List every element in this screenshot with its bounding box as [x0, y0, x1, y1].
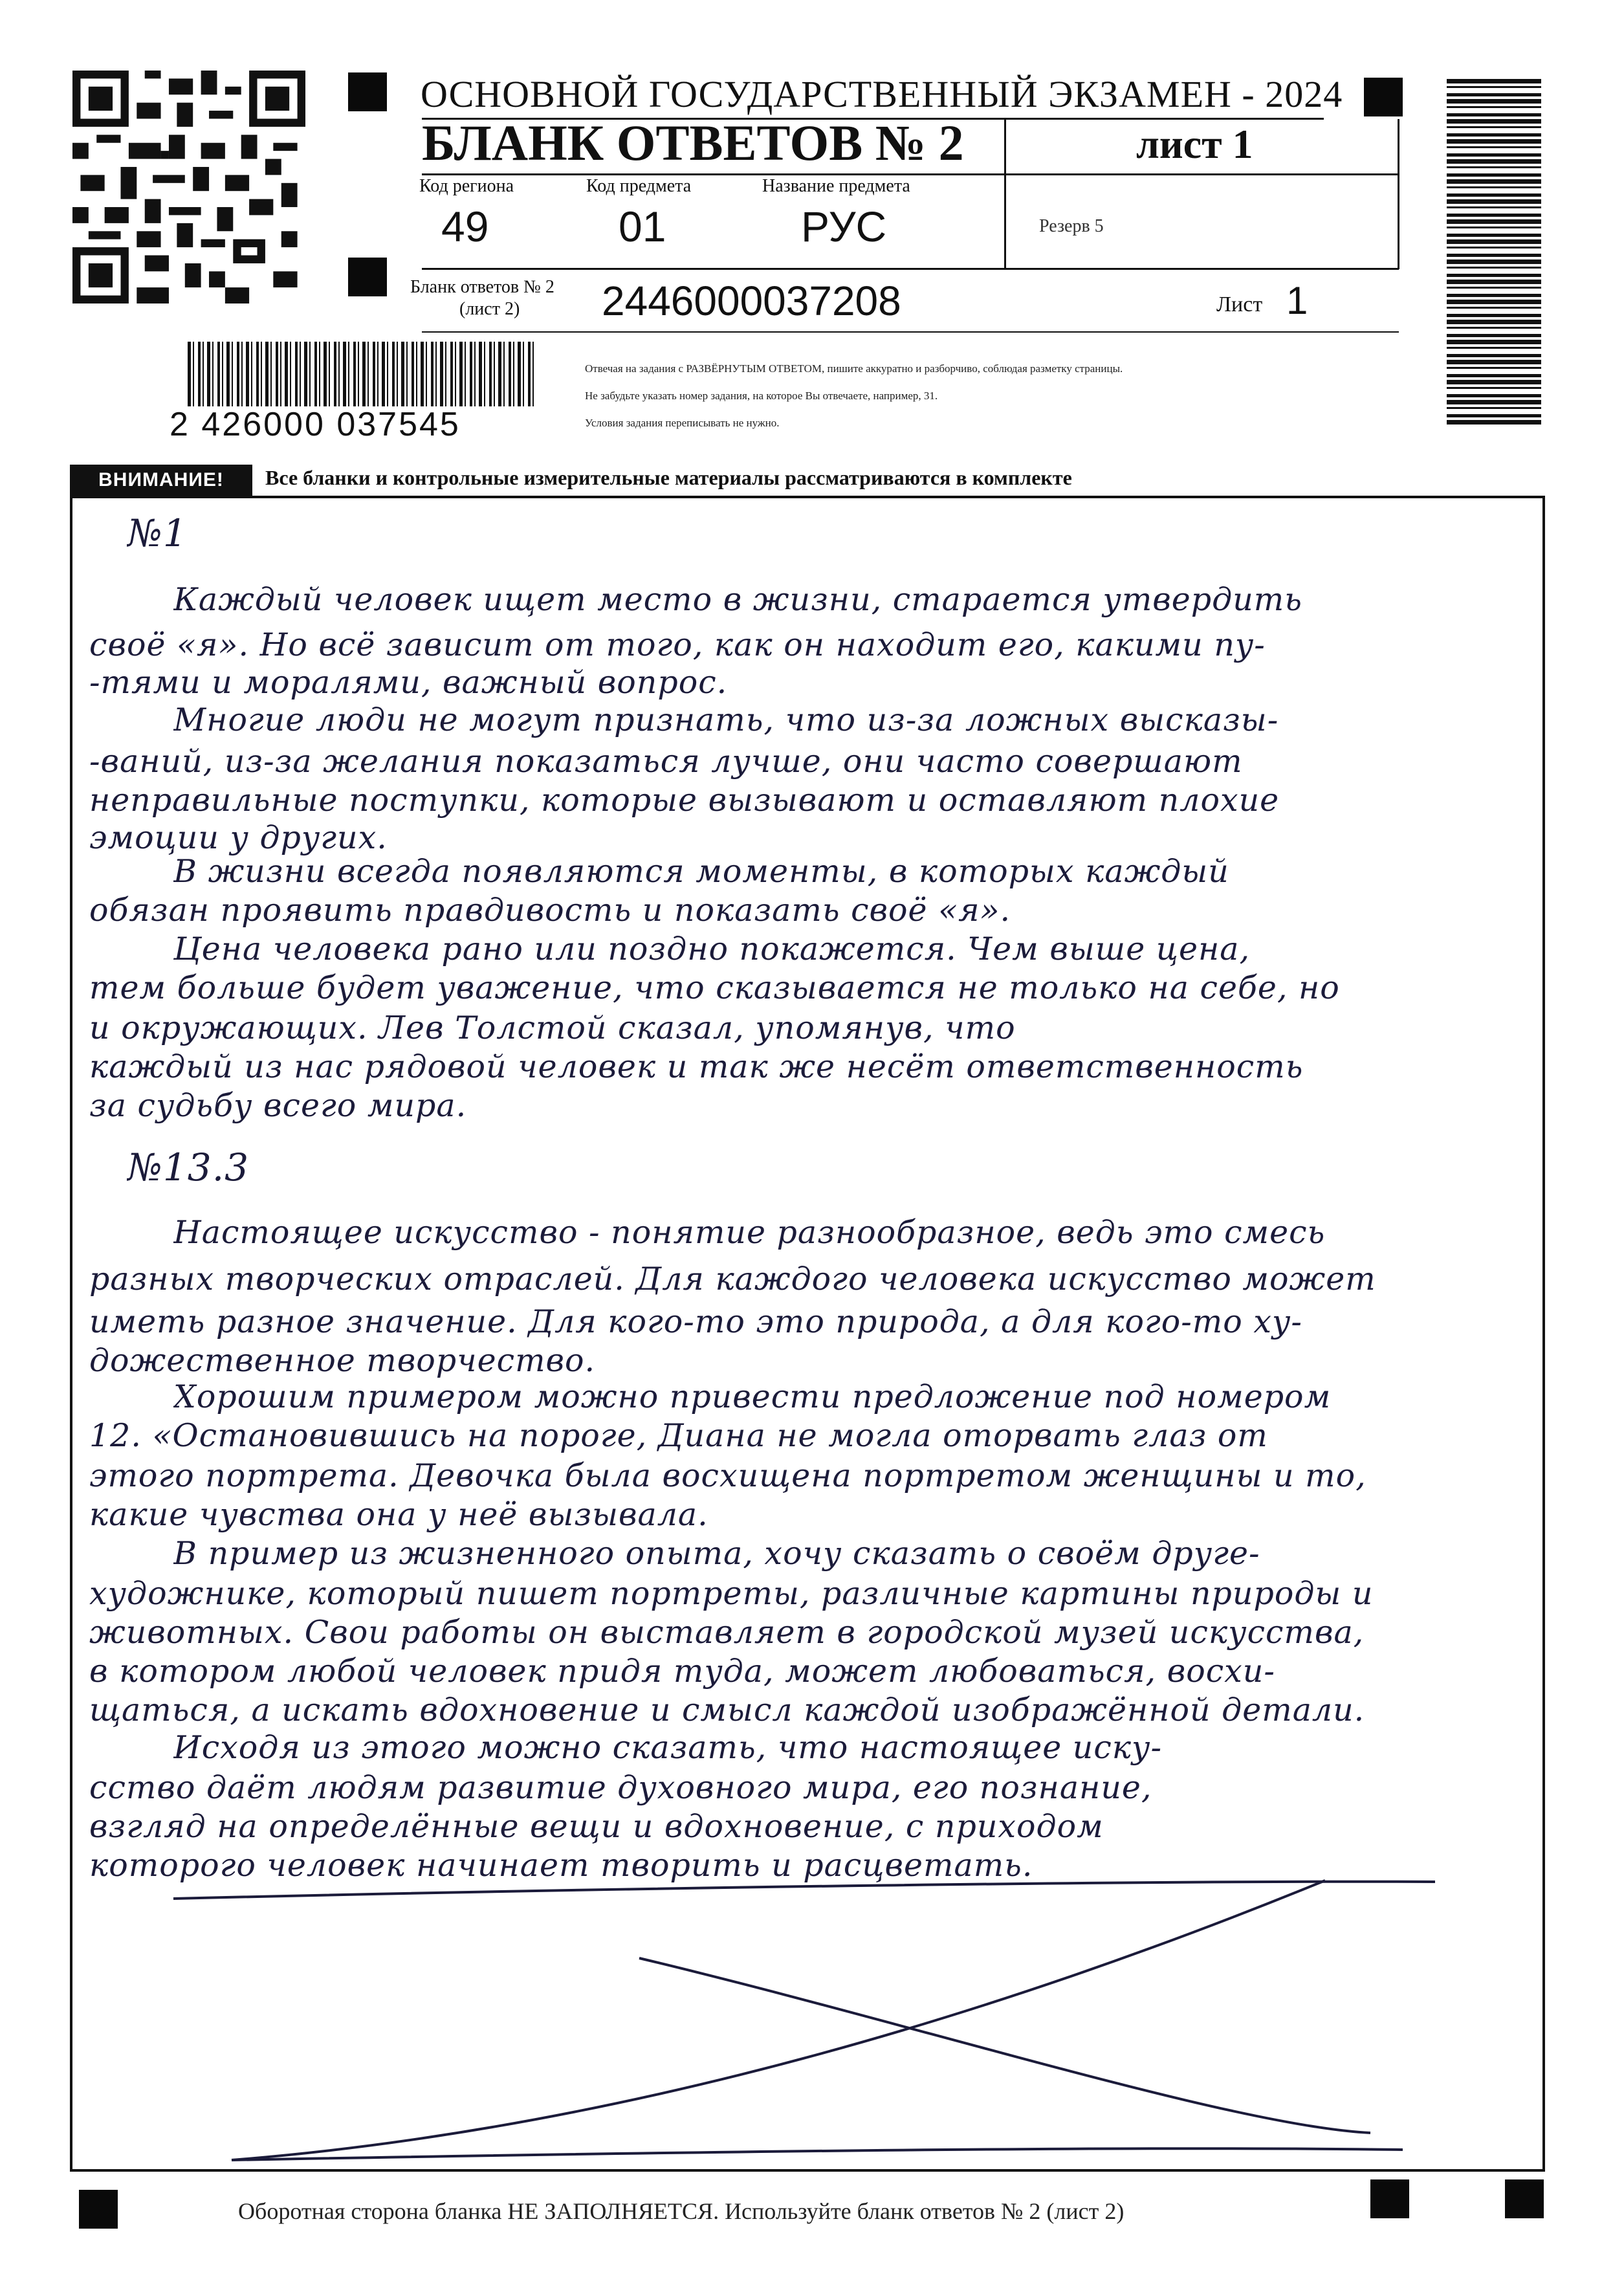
qr-code [72, 70, 305, 304]
form-number-rule [422, 331, 1399, 333]
answer-line: Цена человека рано или поздно покажется. Чем выше цена, [173, 931, 1251, 967]
instruction-line-1: Отвечая на задания с РАЗВЁРНУТЫМ ОТВЕТОМ, пишите аккуратно и разборчиво, соблюдая разметку страницы. [585, 362, 1123, 375]
form-number-label: Бланк ответов № 2 [410, 277, 554, 297]
answer-line: -ваний, из-за желания показаться лучше, они часто совершают [89, 743, 1243, 780]
empty-area-cross-mark [70, 496, 1545, 2172]
region-code-label: Код региона [419, 176, 514, 196]
answer-line: Каждый человек ищет место в жизни, старается утвердить [173, 581, 1302, 618]
answer-line: В пример из жизненного опыта, хочу сказать о своём друге- [173, 1535, 1260, 1572]
header-divider-vertical [1004, 119, 1006, 269]
answer-line: Многие люди не могут признать, что из-за ложных высказы- [173, 701, 1279, 738]
alignment-marker-top-left [348, 72, 387, 111]
answer-line: -тями и моралями, важный вопрос. [89, 664, 728, 701]
answer-line: сство даёт людям развитие духовного мира, его познание, [89, 1769, 1152, 1806]
answer-line: за судьбу всего мира. [89, 1087, 467, 1124]
form-title: БЛАНК ОТВЕТОВ № 2 [422, 115, 964, 171]
vertical-barcode [1447, 79, 1541, 426]
answer-line: Настоящее искусство - понятие разнообразное, ведь это смесь [173, 1214, 1326, 1251]
header-right-border [1398, 119, 1399, 269]
barcode-number: 2 426000 037545 [170, 406, 461, 443]
alignment-marker-mid-left [348, 258, 387, 296]
sheet-title: лист 1 [1136, 121, 1253, 167]
answer-line: В жизни всегда появляются моменты, в которых каждый [173, 853, 1229, 890]
answer-line: Исходя из этого можно сказать, что настоящее иску- [173, 1729, 1163, 1766]
answer-line: дожественное творчество. [89, 1342, 596, 1379]
answer-line: художнике, который пишет портреты, различные картины природы и [89, 1575, 1374, 1612]
answer-line: этого портрета. Девочка была восхищена портретом женщины и то, [89, 1457, 1366, 1494]
answer-line: взгляд на определённые вещи и вдохновение, с приходом [89, 1808, 1104, 1845]
subject-code-label: Код предмета [586, 176, 692, 196]
answer-line: которого человек начинает творить и расцветать. [89, 1847, 1033, 1884]
warning-badge: ВНИМАНИЕ! [70, 465, 252, 496]
answer-line: своё «я». Но всё зависит от того, как он находит его, какими пу- [89, 626, 1266, 663]
answer-line: эмоции у других. [89, 819, 388, 856]
answer-line: 12. «Остановившись на пороге, Диана не могла оторвать глаз от [89, 1417, 1268, 1454]
form-number: 2446000037208 [602, 278, 901, 324]
answer-line: тем больше будет уважение, что сказывается не только на себе, но [89, 969, 1340, 1006]
exam-title: ОСНОВНОЙ ГОСУДАРСТВЕННЫЙ ЭКЗАМЕН - 2024 [421, 73, 1343, 115]
header-rule-right [1004, 173, 1399, 175]
header-bottom-rule [422, 268, 1399, 270]
answer-line: щаться, а искать вдохновение и смысл каждой изображённой детали. [89, 1692, 1365, 1728]
sheet-label: Лист [1216, 292, 1263, 316]
answer-line: какие чувства она у неё вызывала. [89, 1496, 708, 1533]
task-number-13-3: №13.3 [127, 1145, 250, 1189]
answer-line: и окружающих. Лев Толстой сказал, упомянув, что [89, 1009, 1016, 1046]
sheet-number: 1 [1286, 279, 1308, 322]
subject-name-label: Название предмета [762, 176, 910, 196]
answer-line: Хорошим примером можно привести предложение под номером [173, 1378, 1332, 1415]
header-rule [422, 173, 1004, 175]
reserve-label: Резерв 5 [1039, 216, 1104, 236]
warning-text: Все бланки и контрольные измерительные материалы рассматриваются в комплекте [265, 466, 1072, 489]
answer-line: в котором любой человек придя туда, может любоваться, восхи- [89, 1653, 1275, 1690]
horizontal-barcode [188, 342, 537, 406]
instruction-line-3: Условия задания переписывать не нужно. [585, 417, 780, 429]
alignment-marker-bottom-right [1505, 2179, 1544, 2218]
answer-line: неправильные поступки, которые вызывают и оставляют плохие [89, 782, 1280, 819]
answer-line: разных творческих отраслей. Для каждого человека искусство может [89, 1261, 1376, 1297]
answer-line: животных. Свои работы он выставляет в городской музей искусства, [89, 1614, 1365, 1651]
answer-line: иметь разное значение. Для кого-то это природа, а для кого-то ху- [89, 1303, 1302, 1340]
alignment-marker-top-right [1364, 78, 1403, 116]
region-code: 49 [441, 203, 489, 250]
footer-note: Оборотная сторона бланка НЕ ЗАПОЛНЯЕТСЯ. Используйте бланк ответов № 2 (лист 2) [238, 2198, 1125, 2224]
form-number-label-sheet: (лист 2) [459, 299, 520, 319]
alignment-marker-bottom-left [79, 2190, 118, 2229]
task-number-1: №1 [127, 511, 188, 555]
answer-line: каждый из нас рядовой человек и так же несёт ответственность [89, 1048, 1304, 1085]
alignment-marker-bottom-mid [1370, 2179, 1409, 2218]
answer-line: обязан проявить правдивость и показать своё «я». [89, 892, 1011, 929]
subject-code: 01 [619, 203, 666, 250]
subject-name: РУС [801, 203, 887, 250]
instruction-line-2: Не забудьте указать номер задания, на которое Вы отвечаете, например, 31. [585, 390, 938, 402]
